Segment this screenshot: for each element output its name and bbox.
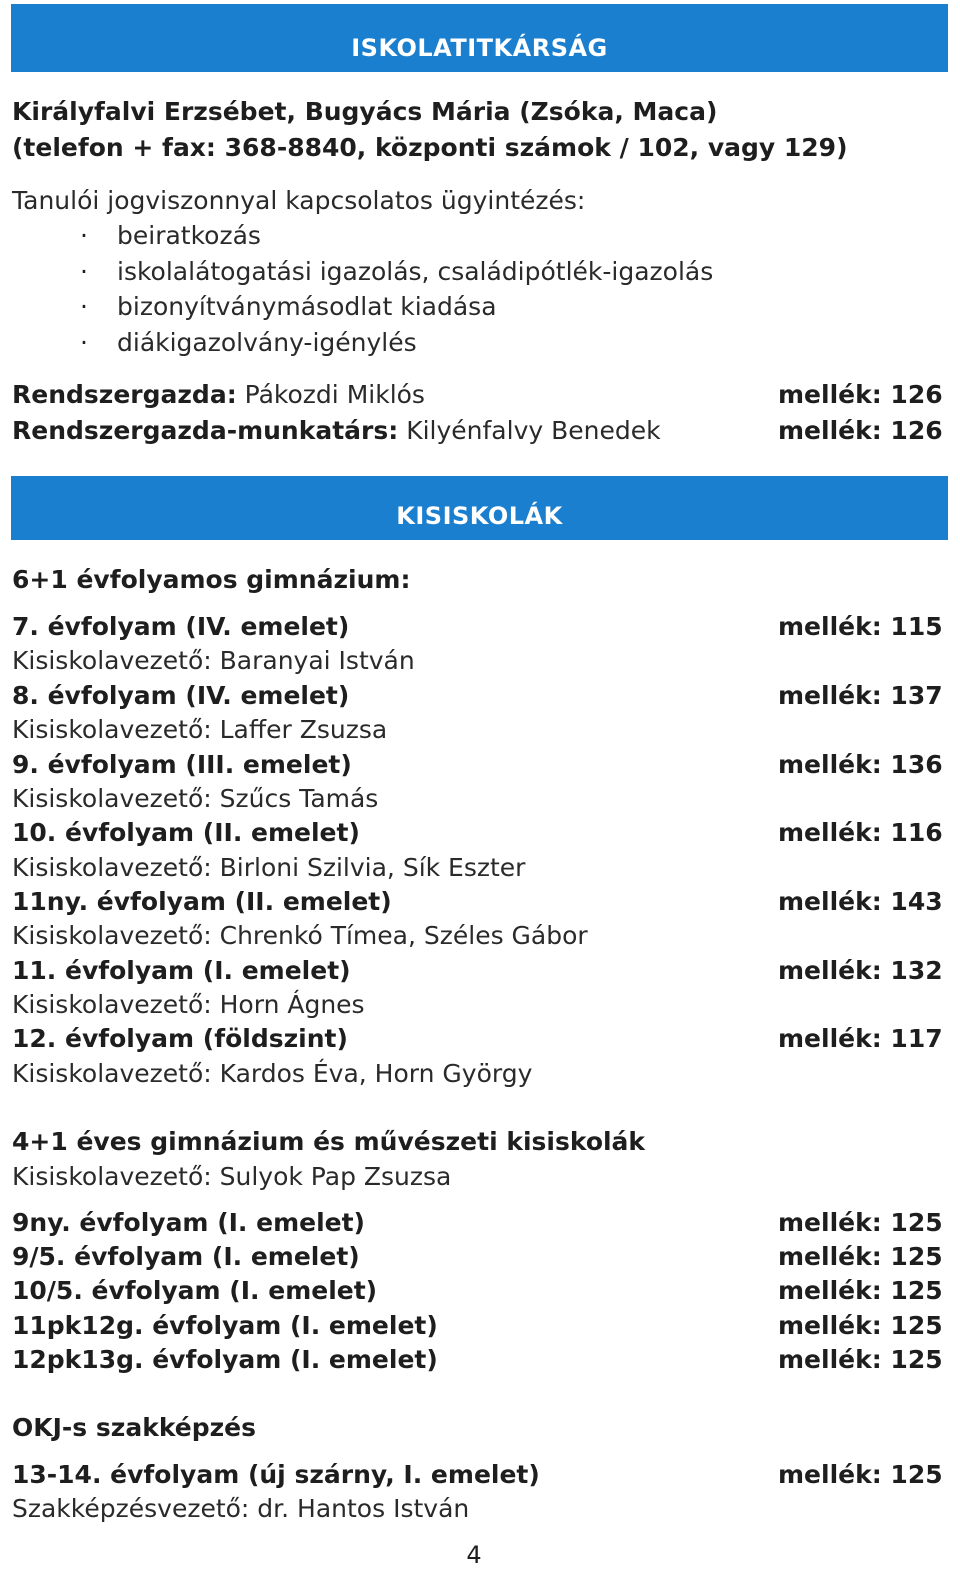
grade-row (12, 954, 943, 988)
grade-extension: mellék: 125 (778, 1311, 943, 1340)
grade-extension: mellék: 125 (778, 1208, 943, 1237)
grade-label: 7. évfolyam (IV. emelet) (12, 612, 350, 641)
six-year-title: 6+1 évfolyamos gimnázium: (12, 565, 411, 594)
section-header-text: KISISKOLÁK (396, 502, 563, 530)
grade-extension: mellék: 125 (778, 1242, 943, 1271)
grade-row (12, 816, 943, 850)
grade-extension: mellék: 143 (778, 887, 943, 916)
four-year-head: Kisiskolavezető: Sulyok Pap Zsuzsa (12, 1162, 452, 1191)
grade-label: 8. évfolyam (IV. emelet) (12, 681, 350, 710)
secretaries-names: Királyfalvi Erzsébet, Bugyács Mária (Zsóka, Maca) (12, 97, 718, 126)
list-item: bizonyítványmásodlat kiadása (117, 292, 497, 321)
admin-role: Rendszergazda-munkatárs: (12, 416, 399, 445)
grade-head: Kisiskolavezető: Baranyai István (12, 646, 415, 675)
grade-extension: mellék: 116 (778, 818, 943, 847)
grade-label: 10. évfolyam (II. emelet) (12, 818, 360, 847)
grade-extension: mellék: 115 (778, 612, 943, 641)
grade-row (12, 1206, 943, 1240)
bullet-marker: · (80, 257, 88, 286)
grade-row (12, 1343, 943, 1377)
grade-extension: mellék: 136 (778, 750, 943, 779)
bullet-marker: · (80, 328, 88, 357)
grade-label: 11. évfolyam (I. emelet) (12, 956, 351, 985)
list-item: diákigazolvány-igénylés (117, 328, 417, 357)
grade-label: 12. évfolyam (földszint) (12, 1024, 348, 1053)
section-header-small-schools (11, 476, 948, 540)
grade-head: Kisiskolavezető: Laffer Zsuzsa (12, 715, 388, 744)
grade-row (12, 1274, 943, 1308)
grade-extension: mellék: 125 (778, 1276, 943, 1305)
grade-label: 12pk13g. évfolyam (I. emelet) (12, 1345, 438, 1374)
admin-row (12, 414, 943, 448)
grade-label: 9/5. évfolyam (I. emelet) (12, 1242, 360, 1271)
grade-extension: mellék: 132 (778, 956, 943, 985)
bullet-marker: · (80, 292, 88, 321)
grade-row (12, 1309, 943, 1343)
okj-head: Szakképzésvezető: dr. Hantos István (12, 1494, 470, 1523)
admin-row (12, 378, 943, 412)
grade-head: Kisiskolavezető: Birloni Szilvia, Sík Eszter (12, 853, 526, 882)
list-item: beiratkozás (117, 221, 261, 250)
grade-row (12, 1458, 943, 1492)
admin-name: Kilyénfalvy Benedek (406, 416, 661, 445)
section-header-text: ISKOLATITKÁRSÁG (351, 34, 608, 62)
grade-label: 9ny. évfolyam (I. emelet) (12, 1208, 365, 1237)
okj-title: OKJ-s szakképzés (12, 1413, 257, 1442)
grade-label: 11ny. évfolyam (II. emelet) (12, 887, 392, 916)
grade-head: Kisiskolavezető: Szűcs Tamás (12, 784, 379, 813)
grade-head: Kisiskolavezető: Kardos Éva, Horn György (12, 1059, 533, 1088)
grade-label: 9. évfolyam (III. emelet) (12, 750, 352, 779)
grade-label: 11pk12g. évfolyam (I. emelet) (12, 1311, 438, 1340)
grade-row (12, 1240, 943, 1274)
grade-extension: mellék: 137 (778, 681, 943, 710)
grade-extension: mellék: 117 (778, 1024, 943, 1053)
four-year-title: 4+1 éves gimnázium és művészeti kisiskolák (12, 1127, 646, 1156)
grade-head: Kisiskolavezető: Horn Ágnes (12, 990, 365, 1019)
grade-row (12, 748, 943, 782)
grade-head: Kisiskolavezető: Chrenkó Tímea, Széles Gábor (12, 921, 588, 950)
grade-label: 10/5. évfolyam (I. emelet) (12, 1276, 378, 1305)
grade-row (12, 885, 943, 919)
admin-extension: mellék: 126 (778, 380, 943, 409)
grade-row (12, 610, 943, 644)
grade-extension: mellék: 125 (778, 1345, 943, 1374)
admin-extension: mellék: 126 (778, 416, 943, 445)
grade-row (12, 679, 943, 713)
page-number: 4 (466, 1541, 482, 1569)
admin-name: Pákozdi Miklós (244, 380, 425, 409)
admin-role: Rendszergazda: (12, 380, 237, 409)
grade-extension: mellék: 125 (778, 1460, 943, 1489)
section-header-school-secretariat (11, 4, 948, 72)
list-item: iskolalátogatási igazolás, családipótlék-igazolás (117, 257, 714, 286)
student-affairs-intro: Tanulói jogviszonnyal kapcsolatos ügyintézés: (12, 186, 586, 215)
bullet-marker: · (80, 221, 88, 250)
grade-row (12, 1022, 943, 1056)
secretaries-phone: (telefon + fax: 368-8840, központi számok / 102, vagy 129) (12, 133, 848, 162)
grade-label: 13-14. évfolyam (új szárny, I. emelet) (12, 1460, 540, 1489)
